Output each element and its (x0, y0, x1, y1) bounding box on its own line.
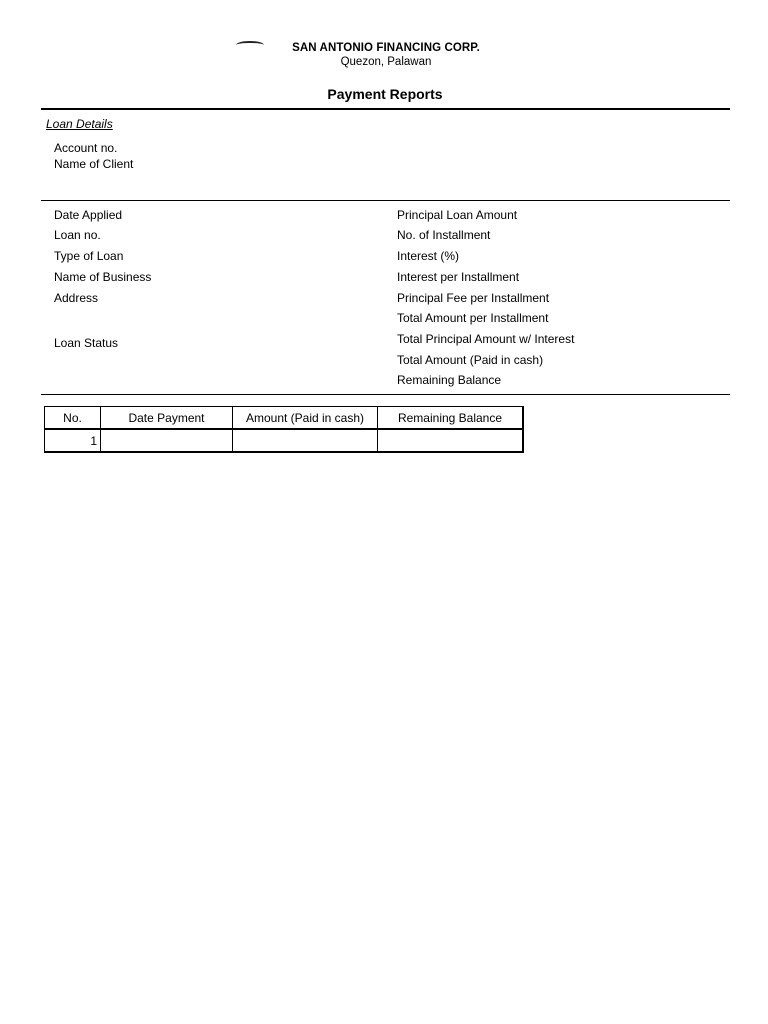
column-header-date-payment: Date Payment (101, 407, 233, 430)
type-of-loan-label: Type of Loan (54, 249, 124, 263)
no-of-installment-label: No. of Installment (397, 228, 491, 242)
name-of-business-label: Name of Business (54, 270, 152, 284)
company-location: Quezon, Palawan (340, 56, 432, 68)
cell-amount-paid (233, 429, 378, 452)
total-principal-with-interest-label: Total Principal Amount w/ Interest (397, 332, 575, 346)
interest-per-installment-label: Interest per Installment (397, 270, 520, 284)
table-row (45, 429, 524, 452)
client-name-label: Name of Client (54, 157, 134, 171)
cell-date-payment (101, 429, 233, 452)
loan-details-heading: Loan Details (46, 117, 113, 131)
principal-fee-per-installment-label: Principal Fee per Installment (397, 291, 550, 305)
date-applied-label: Date Applied (54, 208, 123, 222)
account-no-label: Account no. (54, 141, 118, 155)
remaining-balance-label: Remaining Balance (397, 373, 502, 387)
column-header-remaining-balance: Remaining Balance (378, 407, 524, 430)
column-header-amount-paid: Amount (Paid in cash) (233, 407, 378, 430)
divider-bottom (41, 394, 730, 395)
divider-top (41, 108, 730, 110)
cell-no: 1 (45, 429, 101, 452)
loan-no-label: Loan no. (54, 228, 101, 242)
column-header-no: No. (45, 407, 101, 430)
divider-middle (41, 200, 730, 201)
principal-loan-amount-label: Principal Loan Amount (397, 208, 518, 222)
total-amount-per-installment-label: Total Amount per Installment (397, 311, 549, 325)
interest-label: Interest (%) (397, 249, 460, 263)
company-name: SAN ANTONIO FINANCING CORP. (292, 42, 480, 54)
total-amount-paid-cash-label: Total Amount (Paid in cash) (397, 353, 544, 367)
table-header-row (45, 407, 524, 430)
payments-table (44, 406, 524, 453)
loan-status-label: Loan Status (54, 336, 119, 350)
address-label: Address (54, 291, 99, 305)
cell-remaining-balance (378, 429, 524, 452)
report-title: Payment Reports (327, 86, 443, 102)
